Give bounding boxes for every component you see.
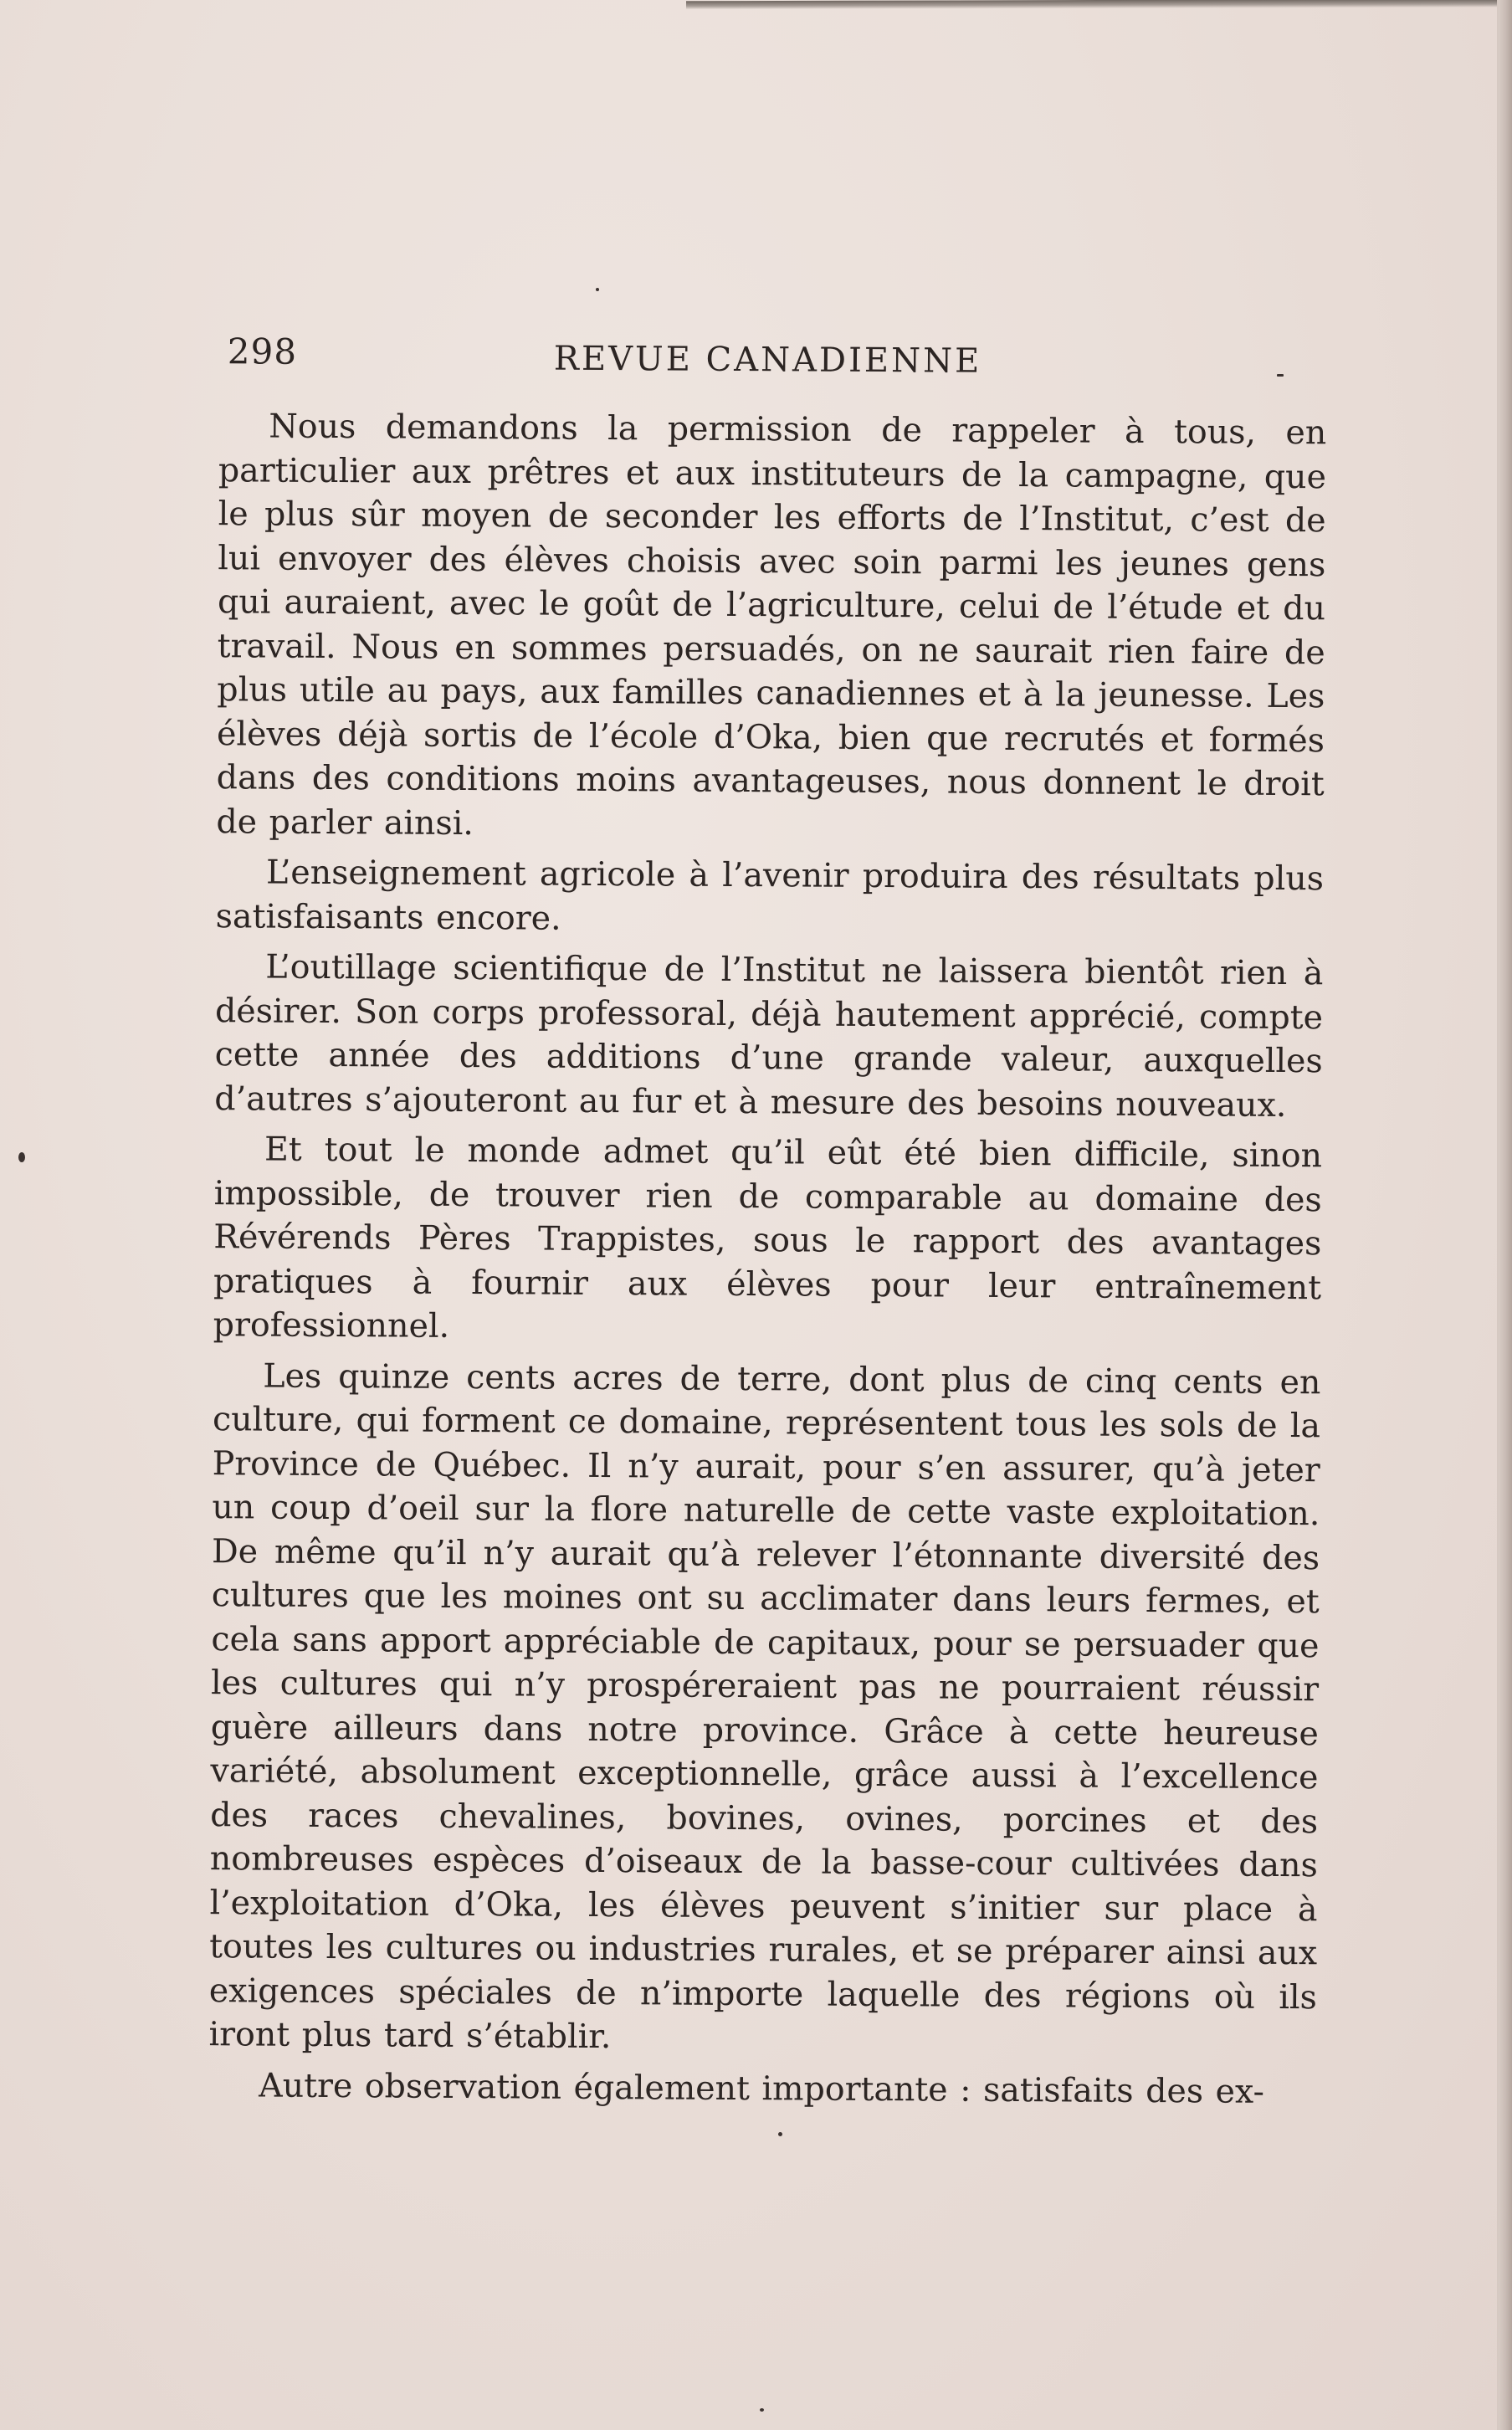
running-head: REVUE CANADIENNE xyxy=(553,339,982,381)
paragraph: L’enseignement agricole à l’avenir produira des résultats plus satisfaisants encore. xyxy=(215,853,1325,938)
paragraph: Autre observation également importante : satisfaits des ex- xyxy=(259,2066,1265,2111)
print-speck xyxy=(778,2132,782,2136)
text-block xyxy=(183,331,1332,2120)
page-header xyxy=(194,331,1332,396)
right-edge-line xyxy=(1497,0,1499,2430)
page-number: 298 xyxy=(227,331,298,372)
right-page-edge xyxy=(1497,0,1512,2430)
paragraph: Et tout le monde admet qu’il eût été bien difficile, sinon impossible, de trouver rien de comparable au domaine des Révérends Pères Trappistes, sous le rapport des avantages pratiques à fournir aux élèves pour leur entraînement professionnel. xyxy=(213,1130,1323,1346)
paragraph: Nous demandons la permission de rappeler à tous, en particulier aux prêtres et aux instituteurs de la campagne, que le plus sûr moyen de seconder les efforts de l’Institut, c’est de lui envoyer des élèves choisis avec soin parmi les jeunes gens qui auraient, avec le goût de l’agriculture, celui de l’étude et du travail. Nous en sommes persuadés, on ne saurait rien faire de plus utile au pays, aux familles canadiennes et à la jeunesse. Les élèves déjà sortis de l’école d’Oka, bien que recrutés et formés dans des conditions moins avantageuses, nous donnent le droit de parler ainsi. xyxy=(216,407,1327,843)
print-speck xyxy=(596,288,599,291)
print-speck xyxy=(760,2408,764,2412)
paragraph: Les quinze cents acres de terre, dont plus de cinq cents en culture, qui forment ce domaine, représentent tous les sols de la Province de Québec. Il n’y aurait, pour s’en assurer, qu’à jeter un coup d’oeil sur la flore naturelle de cette vaste exploitation. De même qu’il n’y aurait qu’à relever l’étonnante diversité des cultures que les moines ont su acclimater dans leurs fermes, et cela sans apport appréciable de capitaux, pour se persuader que les cultures qui n’y prospéreraient pas ne pourraient réussir guère ailleurs dans notre province. Grâce à cette heureuse variété, absolument exceptionnelle, grâce aussi à l’excellence des races chevalines, bovines, ovines, porcines et des nombreuses espèces d’oiseaux de la basse-cour cultivées dans l’exploitation d’Oka, les élèves peuvent s’initier sur place à toutes les cultures ou industries rurales, et se préparer ainsi aux exigences spéciales de n’importe laquelle des régions où ils iront plus tard s’établir. xyxy=(208,1356,1321,2057)
top-edge-shadow xyxy=(686,0,1512,9)
paragraph: L’outillage scientifique de l’Institut ne laissera bientôt rien à désirer. Son corps professoral, déjà hautement apprécié, compte cette année des additions d’une grande valeur, auxquelles d’autres s’ajouteront au fur et à mesure des besoins nouveaux. xyxy=(214,947,1324,1125)
print-speck xyxy=(18,1152,25,1162)
